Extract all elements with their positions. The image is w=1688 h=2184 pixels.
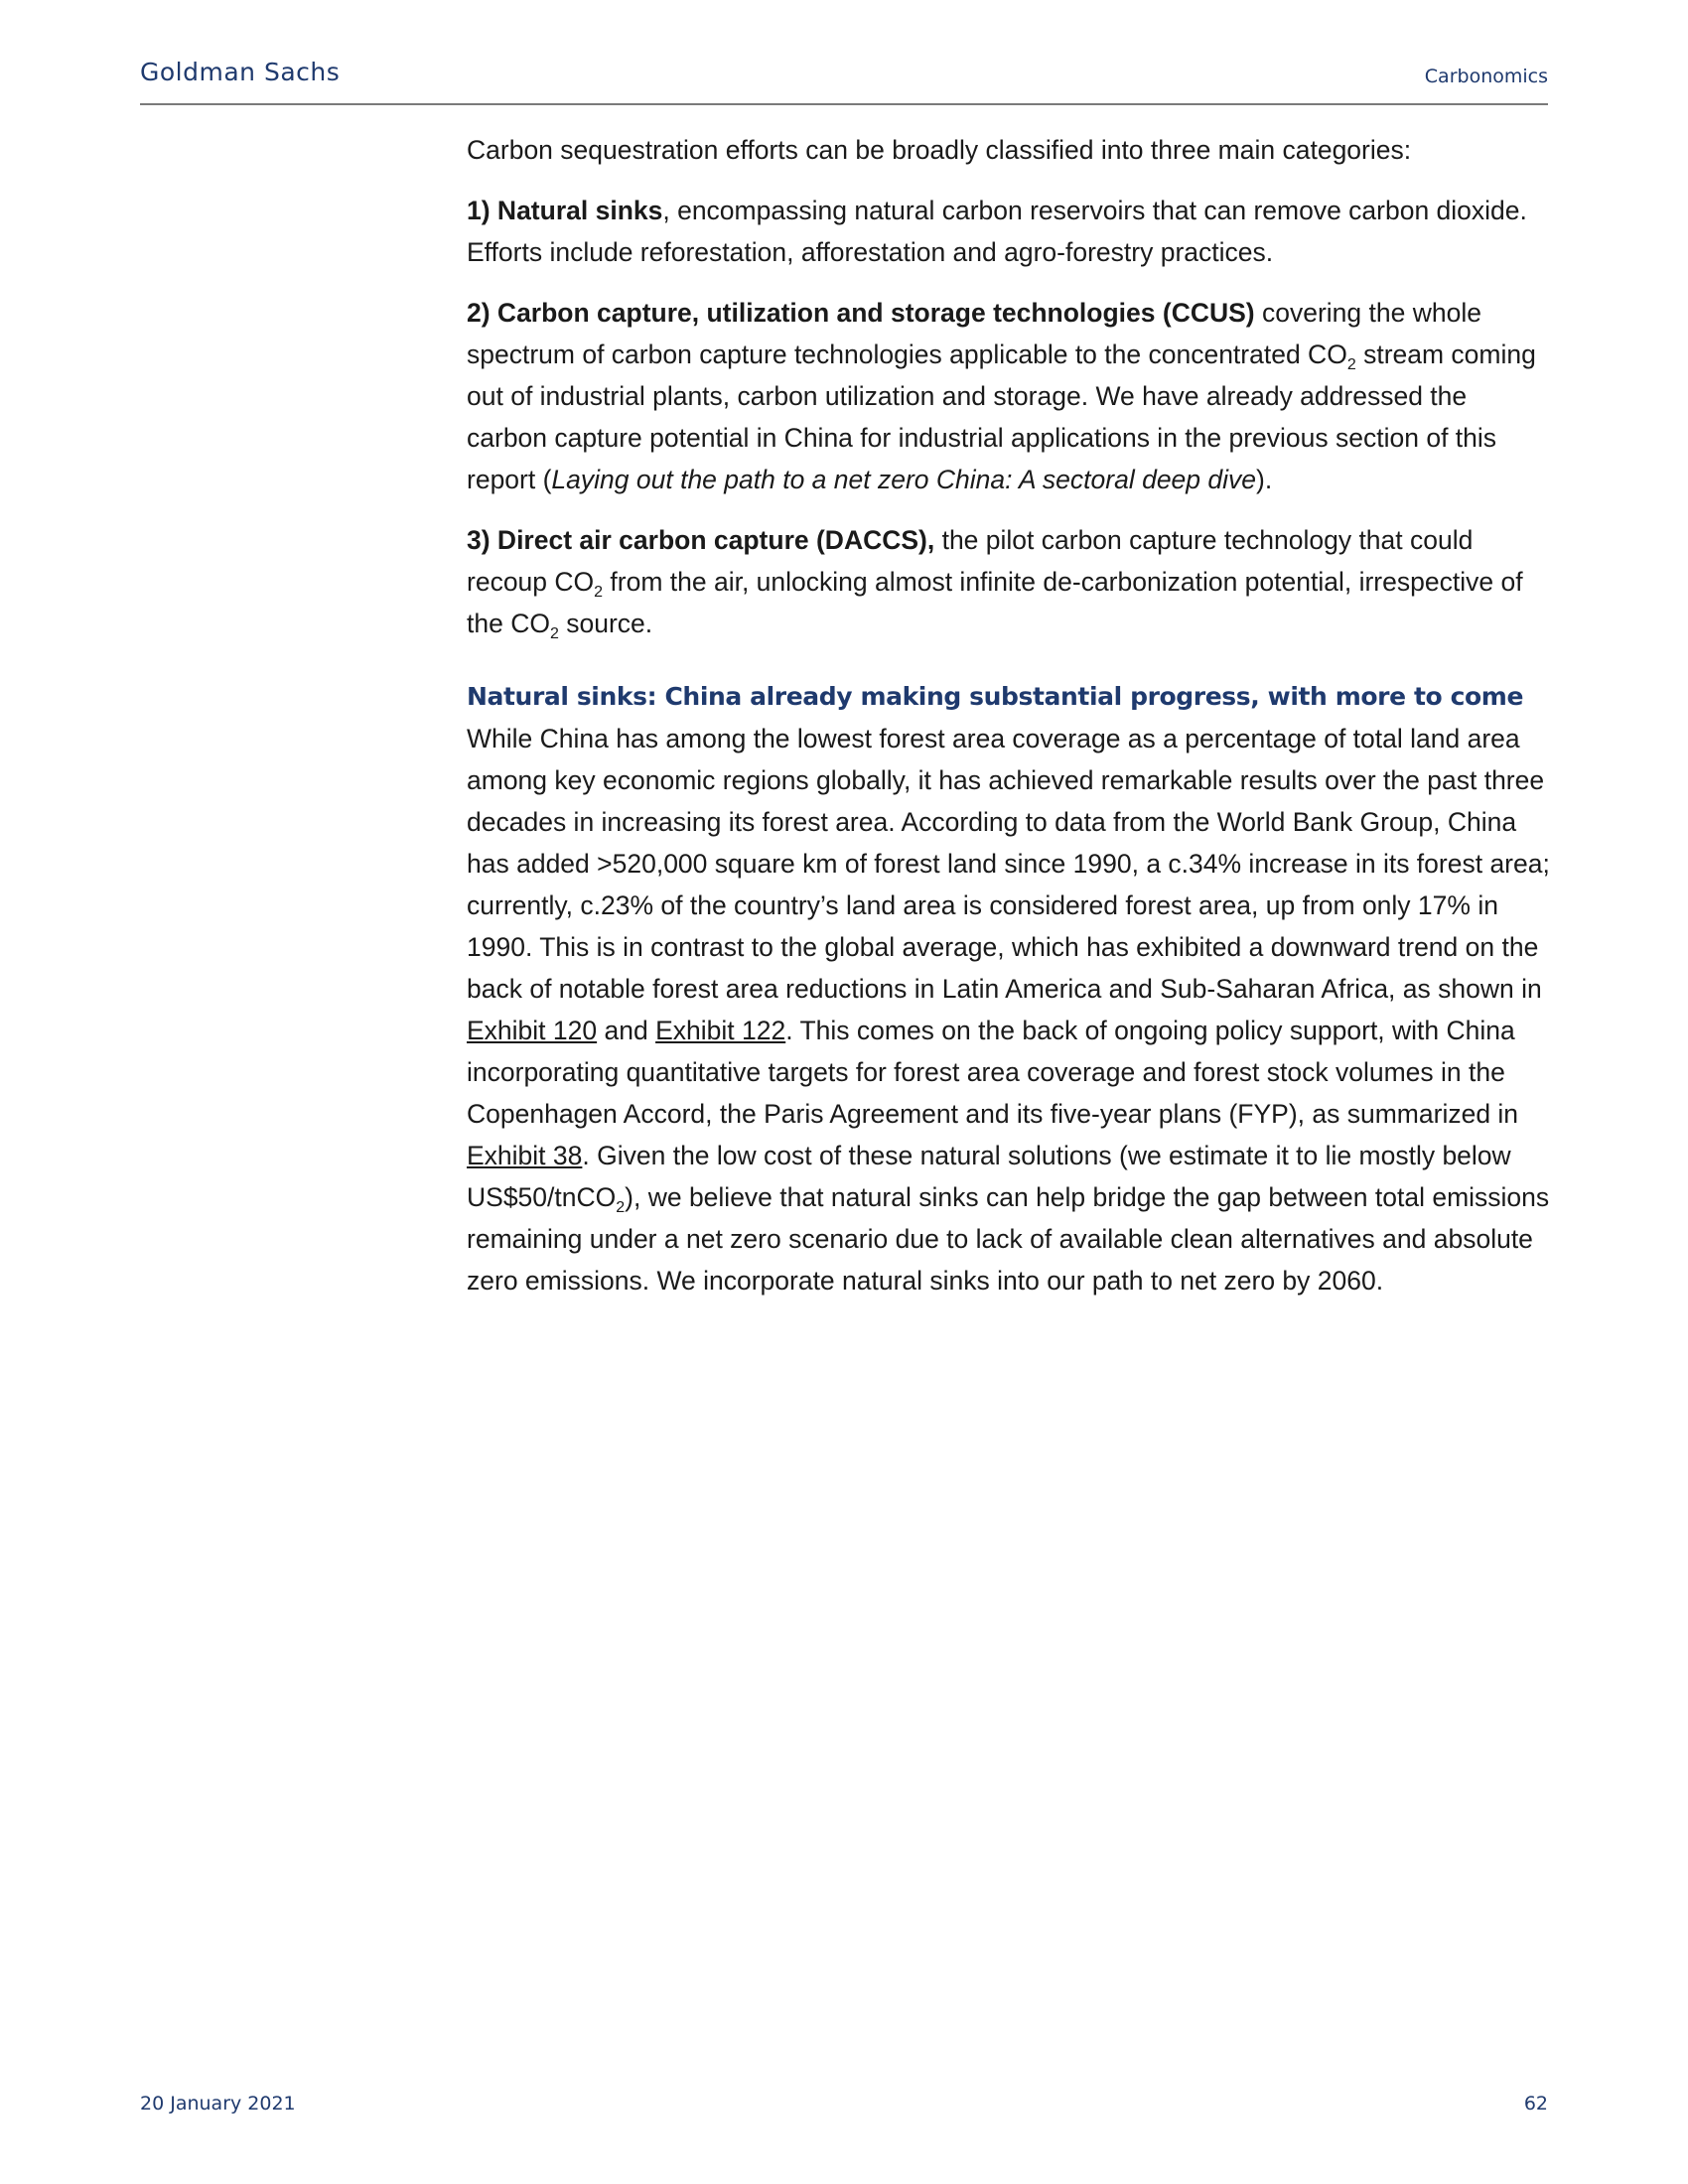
- body-text: ), we believe that natural sinks can help bridge the gap between total emissions remaining under a net zero scenario due to lack of available clean alternatives and absolute zero emissions. We incorporate natural sinks into our path to net zero by 2060.: [467, 1182, 1550, 1296]
- category-label: 1) Natural sinks: [467, 196, 663, 225]
- page-number: 62: [1523, 2093, 1548, 2115]
- section-body: [467, 718, 1551, 1301]
- subscript: 2: [1346, 356, 1356, 373]
- exhibit-link[interactable]: Exhibit 38: [467, 1141, 583, 1170]
- subscript: 2: [549, 625, 559, 642]
- category-text: the pilot carbon capture technology that could recoup CO: [467, 525, 1474, 597]
- exhibit-link[interactable]: Exhibit 120: [467, 1016, 598, 1045]
- category-text: from the air, unlocking almost infinite de-carbonization potential, irrespective of the CO: [467, 567, 1523, 638]
- brand-logo-text: Goldman Sachs: [140, 58, 341, 86]
- category-text: covering the whole spectrum of carbon capture technologies applicable to the concentrated CO: [467, 298, 1481, 369]
- subscript: 2: [594, 584, 604, 601]
- body-text: . This comes on the back of ongoing policy support, with China incorporating quantitative targets for forest area coverage and forest stock volumes in the Copenhagen Accord, the Paris Agreement and its five-year plans (FYP), as summarized in: [467, 1016, 1519, 1129]
- body-text: and: [597, 1016, 656, 1045]
- category-text: , encompassing natural carbon reservoirs that can remove carbon dioxide. Efforts include reforestation, afforestation and agro-forestry practices.: [467, 196, 1527, 267]
- header-divider: [140, 103, 1548, 105]
- body-text: . Given the low cost of these natural solutions (we estimate it to lie mostly below US$50/tnCO: [467, 1141, 1511, 1212]
- category-text: source.: [558, 609, 653, 638]
- main-content: [467, 129, 1551, 1320]
- category-natural-sinks: [467, 190, 1551, 273]
- intro-paragraph: [467, 129, 1551, 171]
- category-label: 2) Carbon capture, utilization and storage technologies (CCUS): [467, 298, 1255, 328]
- exhibit-link[interactable]: Exhibit 122: [655, 1016, 786, 1045]
- report-reference: Laying out the path to a net zero China: A sectoral deep dive: [551, 465, 1257, 494]
- intro-text: Carbon sequestration efforts can be broadly classified into three main categories:: [467, 135, 1412, 165]
- category-daccs: [467, 519, 1551, 644]
- category-text: stream coming out of industrial plants, carbon utilization and storage. We have already addressed the carbon capture potential in China for industrial applications in the previous section of this report (: [467, 340, 1536, 494]
- category-text: ).: [1256, 465, 1273, 494]
- report-series-title: Carbonomics: [1424, 66, 1548, 87]
- category-ccus: [467, 292, 1551, 500]
- body-text: While China has among the lowest forest area coverage as a percentage of total land area among key economic regions globally, it has achieved remarkable results over the past three decades in increasing its forest area. According to data from the World Bank Group, China has added >520,000 square km of forest land since 1990, a c.34% increase in its forest area; currently, c.23% of the country’s land area is considered forest area, up from only 17% in 1990. This is in contrast to the global average, which has exhibited a downward trend on the back of notable forest area reductions in Latin America and Sub-Saharan Africa, as shown in: [467, 724, 1550, 1004]
- category-label: 3) Direct air carbon capture (DACCS),: [467, 525, 935, 555]
- footer-date: 20 January 2021: [140, 2093, 296, 2115]
- section-heading: Natural sinks: China already making substantial progress, with more to come: [467, 682, 1523, 711]
- subscript: 2: [616, 1199, 626, 1216]
